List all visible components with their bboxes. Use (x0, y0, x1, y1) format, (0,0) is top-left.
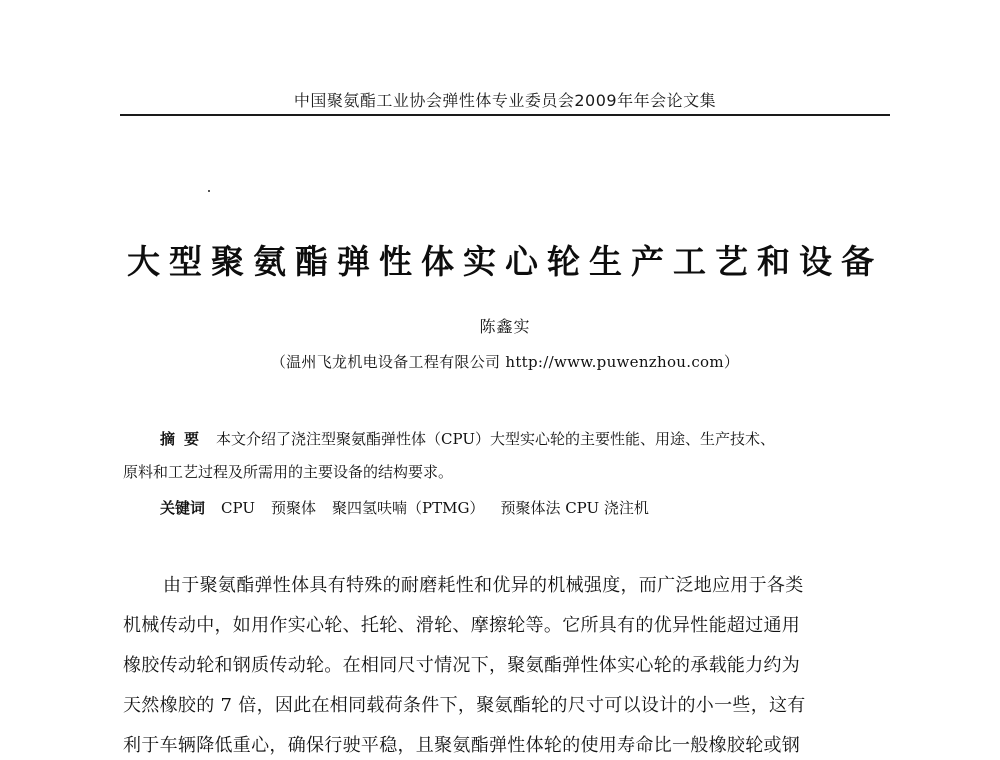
abstract-text-1: 本文介绍了浇注型聚氨酯弹性体（CPU）大型实心轮的主要性能、用途、生产技术、 (216, 430, 775, 448)
keyword-item: CPU (221, 499, 255, 517)
body-line: 天然橡胶的 7 倍，因此在相同载荷条件下，聚氨酯轮的尺寸可以设计的小一些，这有 (123, 695, 806, 716)
running-header: 中国聚氨酯工业协会弹性体专业委员会2009年年会论文集 (293, 91, 717, 110)
header-rule (120, 114, 890, 116)
keyword-item: 聚四氢呋喃（PTMG） (331, 499, 485, 517)
body-line: 机械传动中，如用作实心轮、托轮、滑轮、摩擦轮等。它所具有的优异性能超过通用 (123, 615, 801, 636)
keyword-item: 预聚体 (270, 499, 316, 517)
abstract-line-1 (123, 423, 891, 456)
abstract-line-2: 原料和工艺过程及所需用的主要设备的结构要求。 (123, 463, 454, 481)
abstract-section (123, 423, 891, 489)
body-line: 由于聚氨酯弹性体具有特殊的耐磨耗性和优异的机械强度，而广泛地应用于各类 (163, 575, 804, 596)
paper-title: 大型聚氨酯弹性体实心轮生产工艺和设备 (127, 242, 883, 281)
scan-speck (208, 190, 210, 192)
keyword-item: 预聚体法 CPU 浇注机 (500, 499, 649, 517)
author-name: 陈鑫实 (479, 317, 531, 336)
body-line: 利于车辆降低重心，确保行驶平稳，且聚氨酯弹性体轮的使用寿命比一般橡胶轮或钢 (123, 735, 801, 756)
keywords-section (160, 497, 890, 518)
keywords-label: 关键词 (160, 499, 206, 517)
body-line: 橡胶传动轮和钢质传动轮。在相同尺寸情况下，聚氨酯弹性体实心轮的承载能力约为 (123, 655, 801, 676)
abstract-label: 摘要 (160, 430, 209, 448)
body-paragraph (123, 566, 893, 760)
author-affiliation: （温州飞龙机电设备工程有限公司 http://www.puwenzhou.com） (270, 353, 740, 371)
